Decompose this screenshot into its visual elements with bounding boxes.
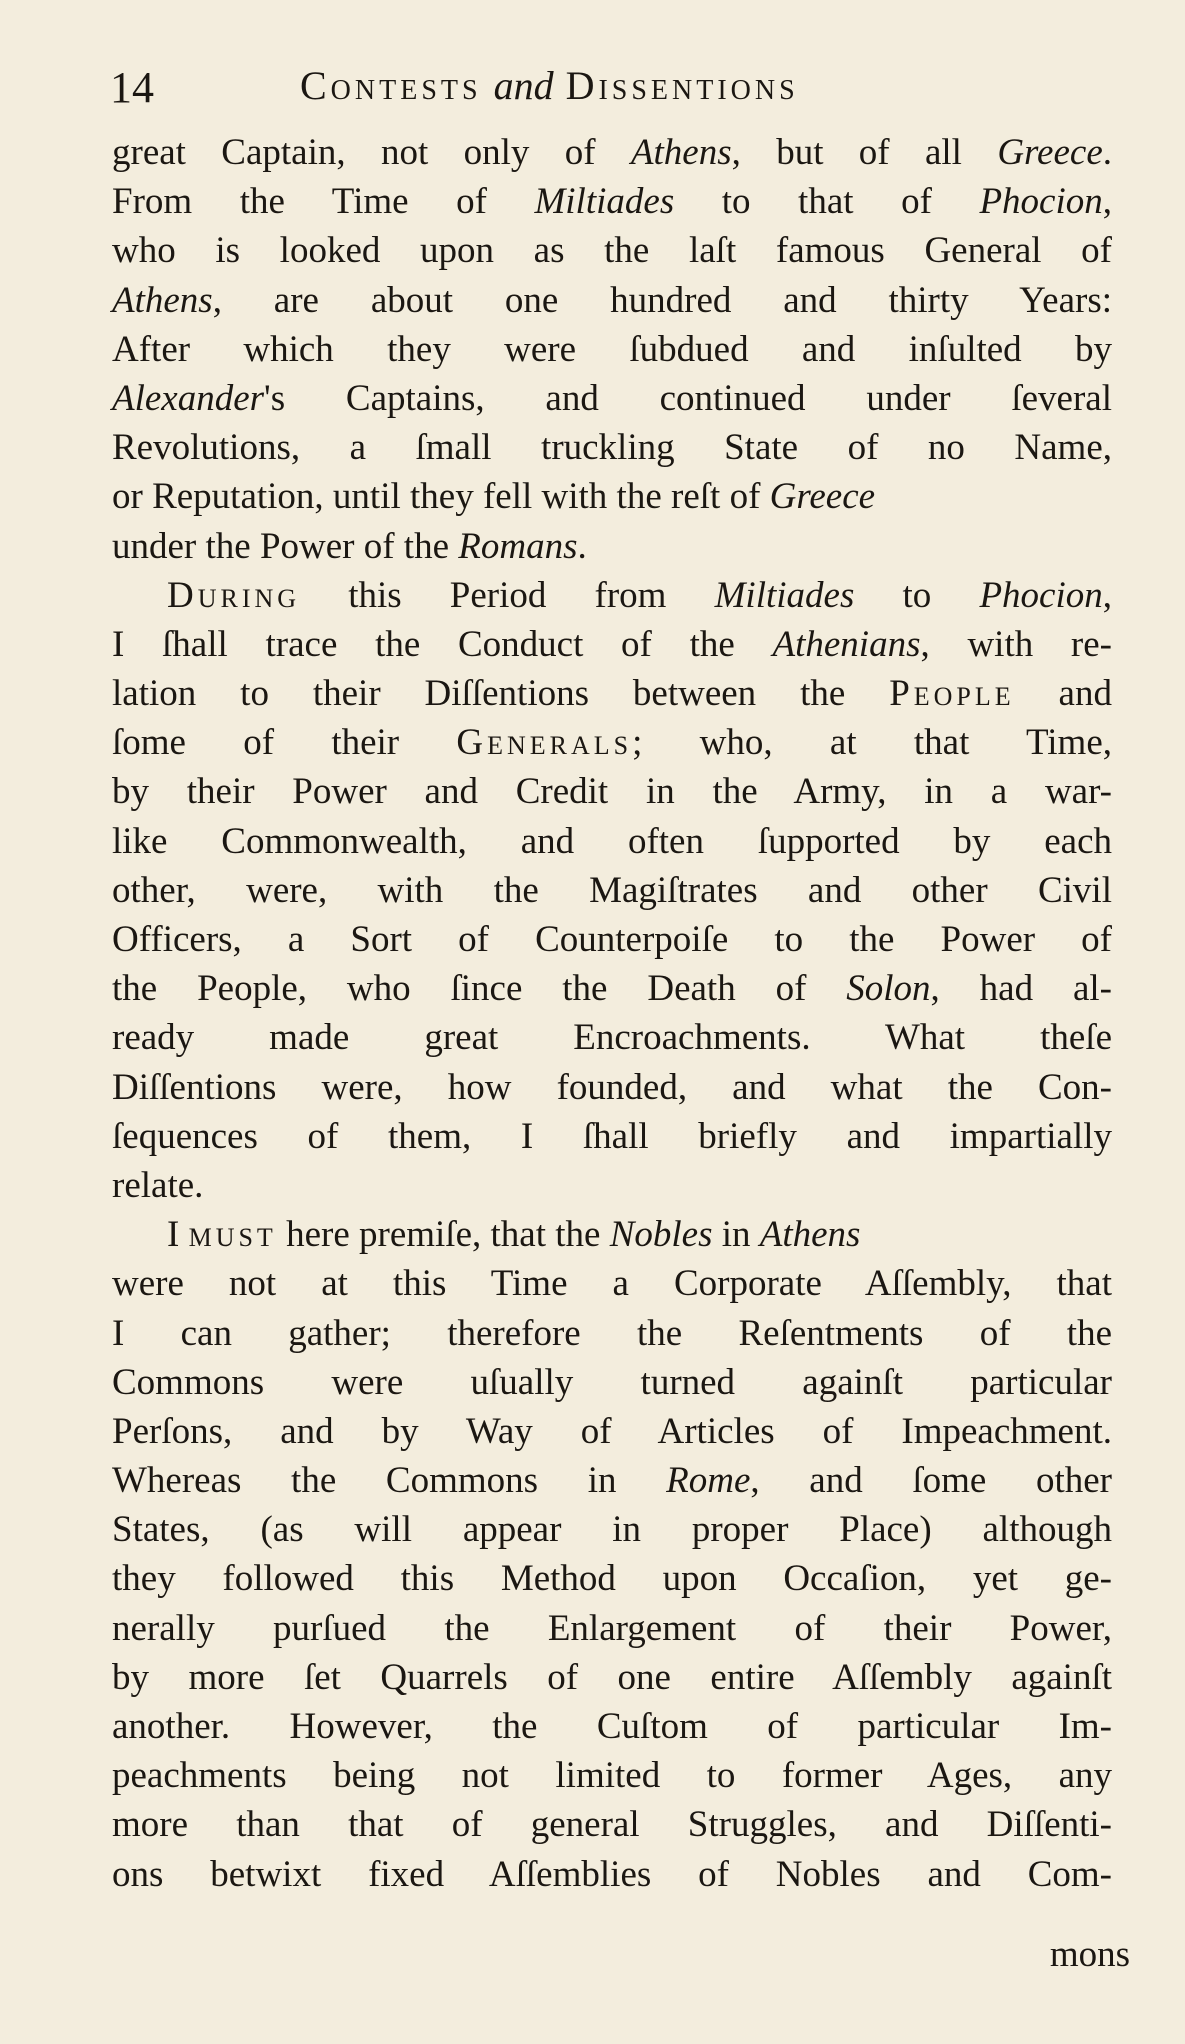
- text-line: [112, 718, 1112, 767]
- text-run: nerally purſued the Enlargement of their Power,: [112, 1607, 1112, 1649]
- text-run: Diſſentions were, how founded, and what the Con-: [112, 1066, 1112, 1108]
- text-line: [112, 522, 1112, 571]
- text-line: [112, 374, 1112, 423]
- small-caps-text: must: [188, 1214, 277, 1256]
- text-run: , had al-: [930, 968, 1112, 1010]
- text-run: who is looked upon as the laſt famous General of: [112, 230, 1112, 272]
- italic-text: Phocion: [979, 574, 1103, 616]
- italic-text: Rome: [666, 1460, 751, 1502]
- text-run: to that of: [674, 181, 980, 223]
- text-run: , are about one hundred and thirty Years:: [212, 279, 1112, 321]
- text-line: [112, 915, 1112, 964]
- text-line: [112, 964, 1112, 1013]
- text-run: ; who, at that Time,: [632, 722, 1112, 764]
- text-run: great Captain, not only of: [112, 132, 631, 173]
- text-line: [112, 767, 1112, 816]
- italic-text: Phocion: [979, 181, 1103, 223]
- text-run: Officers, a Sort of Counterpoiſe to the Power of: [112, 919, 1112, 960]
- text-run: After which they were ſubdued and inſulted by: [112, 328, 1112, 370]
- running-title-part2: Dissentions: [565, 63, 799, 108]
- text-line: [112, 1456, 1112, 1505]
- text-run: in: [712, 1214, 760, 1256]
- text-line: [112, 1358, 1112, 1407]
- text-line: [112, 1063, 1112, 1112]
- text-run: they followed this Method upon Occaſion, yet ge-: [112, 1558, 1112, 1600]
- text-line: [112, 1505, 1112, 1554]
- text-run: ready made great Encroachments. What theſe: [112, 1017, 1112, 1059]
- running-title: [300, 62, 799, 109]
- italic-text: Greece: [997, 132, 1103, 173]
- text-line: [112, 1554, 1112, 1603]
- italic-text: Athenians: [772, 623, 921, 665]
- text-run: another. However, the Cuſtom of particular Im-: [112, 1706, 1112, 1747]
- text-run: Whereas the Commons in: [112, 1460, 667, 1502]
- text-line: [112, 325, 1112, 374]
- catchword: mons: [1049, 1934, 1130, 1975]
- text-run: relate.: [112, 1164, 204, 1206]
- text-line: [112, 1259, 1112, 1308]
- text-run: like Commonwealth, and often ſupported by each: [112, 820, 1112, 862]
- body-text: [112, 128, 1112, 1899]
- text-run: ons betwixt fixed Aſſemblies of Nobles and Com-: [112, 1853, 1112, 1895]
- text-run: .: [1102, 132, 1112, 173]
- text-line: [112, 1604, 1112, 1653]
- text-run: , and ſome other: [750, 1460, 1112, 1502]
- italic-text: Romans: [458, 525, 578, 567]
- text-line: [112, 1407, 1112, 1456]
- text-line: [112, 128, 1112, 177]
- text-run: this Period from: [300, 574, 715, 616]
- italic-text: Athens: [112, 279, 213, 321]
- text-line: [112, 1112, 1112, 1161]
- text-run: by more ſet Quarrels of one entire Aſſembly againſt: [112, 1656, 1112, 1698]
- page-header: [110, 62, 1110, 122]
- text-line: [112, 866, 1112, 915]
- italic-text: Nobles: [609, 1214, 713, 1256]
- text-line: [112, 669, 1112, 718]
- text-line: [112, 276, 1112, 325]
- text-run: States, (as will appear in proper Place) although: [112, 1509, 1112, 1551]
- italic-text: Greece: [769, 476, 876, 518]
- text-run: , but of all: [731, 132, 998, 173]
- text-run: Commons were uſually turned againſt particular: [112, 1361, 1112, 1403]
- text-run: or Reputation, until they fell with the reſt of: [112, 476, 770, 518]
- text-run: the People, who ſince the Death of: [112, 968, 847, 1010]
- text-run: I can gather; therefore the Reſentments of the: [112, 1312, 1112, 1354]
- text-line: [112, 423, 1112, 472]
- italic-text: Solon: [846, 968, 931, 1010]
- text-run: I ſhall trace the Conduct of the: [112, 623, 773, 665]
- text-run: by their Power and Credit in the Army, in a war-: [112, 771, 1112, 813]
- text-line: [112, 1800, 1112, 1849]
- text-run: ſome of their: [112, 722, 457, 764]
- small-caps-text: During: [167, 574, 301, 616]
- text-run: 's Captains, and continued under ſeveral: [264, 377, 1112, 419]
- running-title-part1: Contests: [300, 63, 482, 108]
- text-run: more than that of general Struggles, and Diſſenti-: [112, 1804, 1112, 1846]
- text-line: [112, 177, 1112, 226]
- text-run: here premiſe, that the: [276, 1214, 610, 1256]
- italic-text: Alexander: [112, 377, 265, 419]
- italic-text: Athens: [759, 1214, 861, 1256]
- text-line: [112, 620, 1112, 669]
- text-line: [112, 226, 1112, 275]
- text-line: [112, 1850, 1112, 1899]
- running-title-and: and: [493, 63, 554, 108]
- text-line: [112, 472, 1112, 521]
- text-run: ſequences of them, I ſhall briefly and impartially: [112, 1115, 1112, 1157]
- text-line: [112, 1309, 1112, 1358]
- text-run: ,: [1102, 181, 1112, 223]
- text-run: Revolutions, a ſmall truckling State of no Name,: [112, 427, 1112, 469]
- text-run: were not at this Time a Corporate Aſſembly, that: [112, 1263, 1112, 1305]
- italic-text: Athens: [630, 132, 732, 173]
- text-line: [112, 1210, 1112, 1259]
- text-line: [112, 1702, 1112, 1751]
- text-run: under the Power of the: [112, 525, 459, 567]
- text-line: [112, 1013, 1112, 1062]
- text-line: [112, 1653, 1112, 1702]
- small-caps-text: People: [889, 673, 1015, 715]
- text-run: .: [577, 525, 587, 567]
- page-number: 14: [110, 63, 154, 112]
- italic-text: Miltiades: [534, 181, 675, 223]
- text-run: lation to their Diſſentions between the: [112, 673, 890, 715]
- text-run: , with re-: [920, 623, 1112, 665]
- italic-text: Miltiades: [714, 574, 855, 616]
- text-run: and: [1014, 673, 1112, 715]
- text-run: ,: [1102, 574, 1112, 616]
- text-run: Perſons, and by Way of Articles of Impeachment.: [112, 1410, 1112, 1452]
- text-line: [112, 1751, 1112, 1800]
- text-line: [112, 571, 1112, 620]
- text-run: peachments being not limited to former Ages, any: [112, 1755, 1112, 1797]
- text-run: From the Time of: [112, 181, 535, 223]
- small-caps-text: Generals: [456, 722, 633, 764]
- text-line: [112, 1161, 1112, 1210]
- text-run: to: [854, 574, 980, 616]
- text-run: other, were, with the Magiſtrates and other Civil: [112, 869, 1112, 911]
- text-line: [112, 817, 1112, 866]
- text-run: I: [167, 1214, 189, 1256]
